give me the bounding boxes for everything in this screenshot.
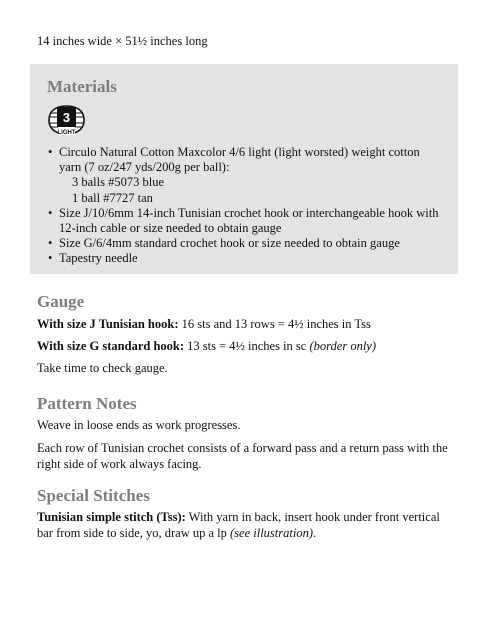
- gauge-value-standard: 13 sts = 4½ inches in sc: [184, 339, 310, 353]
- bullet-icon: •: [48, 145, 53, 159]
- finished-size: 14 inches wide × 51½ inches long: [37, 34, 208, 48]
- list-item-text: Size G/6/4mm standard crochet hook or size needed to obtain gauge: [59, 236, 400, 251]
- gauge-note-standard: (border only): [309, 339, 377, 353]
- list-subitem: 1 ball #7727 tan: [72, 190, 153, 205]
- materials-box: [30, 64, 458, 274]
- stitch-definition-tss: [37, 510, 458, 541]
- bullet-icon: •: [48, 205, 53, 220]
- gauge-check-note: Take time to check gauge.: [37, 361, 168, 375]
- stitch-text-end: .: [313, 525, 317, 540]
- list-item: [48, 251, 445, 266]
- list-subitem: 3 balls #5073 blue: [72, 175, 165, 190]
- materials-heading: Materials: [47, 77, 117, 96]
- yarn-weight-label: LIGHT: [57, 130, 76, 136]
- list-item-text: Tapestry needle: [59, 251, 138, 266]
- bullet-icon: •: [48, 236, 53, 251]
- list-item-text: Circulo Natural Cotton Maxcolor 4/6 light (light worsted) weight cotton yarn (7 oz/247 yds/200g per ball):: [59, 145, 420, 175]
- special-stitches-heading: Special Stitches: [37, 486, 150, 505]
- yarn-weight-number: 3: [62, 110, 71, 125]
- pattern-note-2: Each row of Tunisian crochet consists of a forward pass and a return pass with the right side of work always facing.: [37, 441, 448, 471]
- pattern-note-1: Weave in loose ends as work progresses.: [37, 418, 241, 432]
- bullet-icon: •: [48, 251, 53, 266]
- gauge-label-standard: With size G standard hook:: [37, 339, 185, 353]
- yarn-weight-icon: [45, 104, 88, 136]
- gauge-line-tunisian: [37, 317, 458, 333]
- gauge-line-standard: [37, 339, 458, 355]
- gauge-label-tunisian: With size J Tunisian hook:: [37, 317, 179, 331]
- stitch-name-tss: Tunisian simple stitch (Tss):: [37, 510, 186, 524]
- pattern-notes-heading: Pattern Notes: [37, 394, 137, 413]
- list-item: [48, 236, 445, 251]
- stitch-illustration-ref: (see illustration): [230, 525, 313, 540]
- list-item: [48, 145, 445, 206]
- stitch-text-tss: With yarn in back, insert hook under front vertical bar from side to side, yo, draw up a lp: [37, 510, 440, 540]
- list-item-text: Size J/10/6mm 14-inch Tunisian crochet hook or interchangeable hook with 12-inch cable or size needed to obtain gauge: [59, 205, 439, 236]
- gauge-heading: Gauge: [37, 292, 85, 311]
- materials-list: [48, 145, 445, 267]
- list-item: [48, 206, 445, 236]
- gauge-value-tunisian: 16 sts and 13 rows = 4½ inches in Tss: [178, 317, 371, 331]
